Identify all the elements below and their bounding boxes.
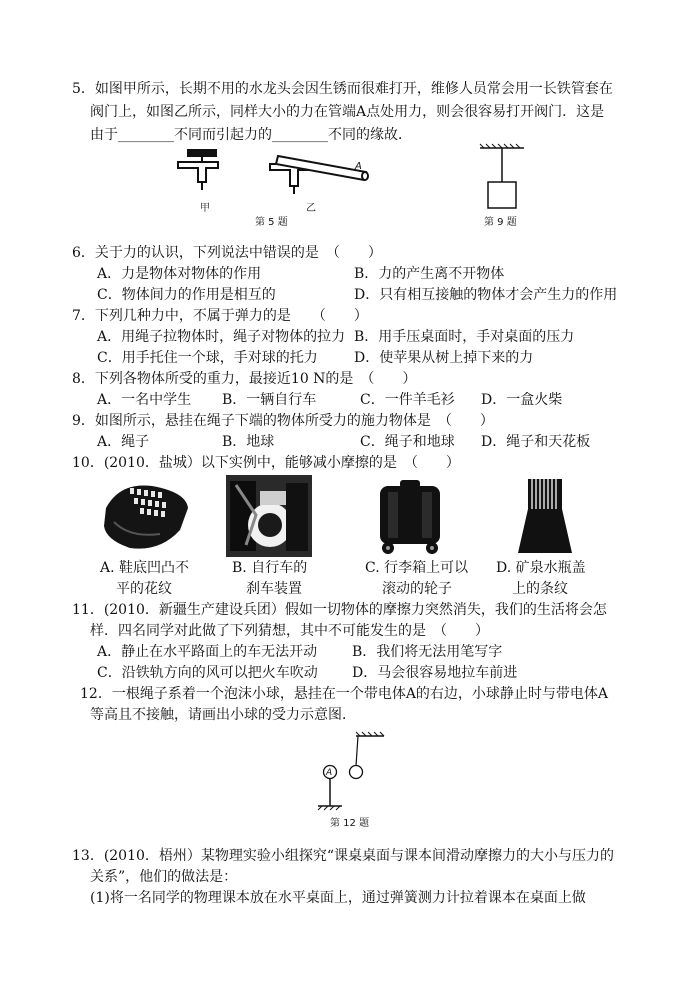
q13-line-1: 13．(2010．梧州）某物理实验小组探究“课桌桌面与课本间滑动摩擦力的大小与压力的 (72, 848, 615, 864)
q13-line-2: 关系”，他们的做法是： (90, 869, 238, 885)
q11-line-1: 11．(2010．新疆生产建设兵团）假如一切物体的摩擦力突然消失，我们的生活将会怎 (72, 602, 607, 618)
shoe-sole-image (100, 478, 192, 556)
fig12-label-a: A (326, 768, 333, 778)
q8-stem: 8．下列各物体所受的重力，最接近10 N的是 （ ） (72, 371, 417, 387)
q10-caption-a-1: A. 鞋底凹凸不 (100, 560, 190, 576)
q5-line-3: 由于________不同而引起力的________不同的缘故． (90, 127, 412, 143)
fig5-label-jia: 甲 (200, 203, 210, 214)
q12-line-1: 12．一根绳子系着一个泡沫小球，悬挂在一个带电体A的右边，小球静止时与带电体A (80, 686, 609, 702)
q10-caption-b-2: 刹车装置 (246, 581, 302, 597)
bicycle-brake-image (226, 475, 312, 557)
q9-option-d: D．绳子和天花板 (481, 434, 591, 450)
q7-option-a: A．用绳子拉物体时，绳子对物体的拉力 (97, 329, 346, 345)
q12-line-2: 等高且不接触，请画出小球的受力示意图． (90, 707, 356, 723)
q10-caption-b-1: B. 自行车的 (232, 560, 308, 576)
suitcase-image (370, 478, 450, 556)
q8-option-a: A．一名中学生 (97, 392, 192, 408)
q13-line-3: (1)将一名同学的物理课本放在水平桌面上，通过弹簧测力计拉着课本在桌面上做 (90, 890, 586, 906)
q10-stem: 10．(2010．盐城）以下实例中，能够减小摩擦的是 （ ） (72, 455, 460, 471)
bottle-cap-image (514, 475, 576, 557)
q5-line-2: 阀门上，如图乙所示，同样大小的力在管端A点处用力，则会很容易打开阀门．这是 (90, 104, 605, 120)
q11-option-b: B．我们将无法用笔写字 (352, 644, 503, 660)
charged-ball-figure (312, 728, 392, 812)
q8-option-c: C．一件羊毛衫 (360, 392, 455, 408)
q11-line-2: 样．四名同学对此做了下列猜想，其中不可能发生的是 （ ） (90, 623, 489, 639)
q10-caption-c-2: 滚动的轮子 (382, 581, 452, 597)
q6-option-c: C．物体间力的作用是相互的 (97, 287, 276, 303)
q9-option-b: B．地球 (222, 434, 275, 450)
q10-caption-d-2: 上的条纹 (512, 581, 568, 597)
fig5-label-a: A (355, 161, 362, 172)
q7-stem: 7．下列几种力中，不属于弹力的是 （ ） (72, 308, 368, 324)
fig5-label-yi: 乙 (306, 203, 316, 214)
q9-option-a: A．绳子 (97, 434, 150, 450)
q6-stem: 6．关于力的认识，下列说法中错误的是 （ ） (72, 245, 382, 261)
q7-option-c: C．用手托住一个球，手对球的托力 (97, 350, 318, 366)
faucet-yi-icon (270, 156, 368, 194)
q7-option-d: D．使苹果从树上掉下来的力 (354, 350, 534, 366)
q10-caption-c-1: C. 行李箱上可以 (365, 560, 469, 576)
q10-caption-d-1: D. 矿泉水瓶盖 (496, 560, 586, 576)
hanging-block-figure (478, 142, 528, 214)
q6-option-b: B．力的产生离不开物体 (354, 266, 505, 282)
faucet-jia-icon (178, 150, 218, 190)
q5-line-1: 5．如图甲所示，长期不用的水龙头会因生锈而很难打开，维修人员常会用一长铁管套在 (72, 81, 613, 97)
q8-option-d: D．一盒火柴 (481, 392, 563, 408)
q6-option-a: A．力是物体对物体的作用 (97, 266, 262, 282)
q9-stem: 9．如图所示，悬挂在绳子下端的物体所受力的施力物体是 （ ） (72, 413, 494, 429)
q11-option-c: C．沿铁轨方向的风可以把火车吹动 (97, 665, 318, 681)
fig5-caption: 第 5 题 (255, 217, 288, 228)
fig9-caption: 第 9 题 (484, 217, 517, 228)
q10-caption-a-2: 平的花纹 (116, 581, 172, 597)
q8-option-b: B．一辆自行车 (222, 392, 317, 408)
q9-option-c: C．绳子和地球 (360, 434, 455, 450)
q6-option-d: D．只有相互接触的物体才会产生力的作用 (354, 287, 618, 303)
q11-option-a: A．静止在水平路面上的车无法开动 (97, 644, 318, 660)
fig12-caption: 第 12 题 (330, 818, 370, 829)
q11-option-d: D．马会很容易地拉车前进 (352, 665, 518, 681)
q7-option-b: B．用手压桌面时，手对桌面的压力 (354, 329, 575, 345)
